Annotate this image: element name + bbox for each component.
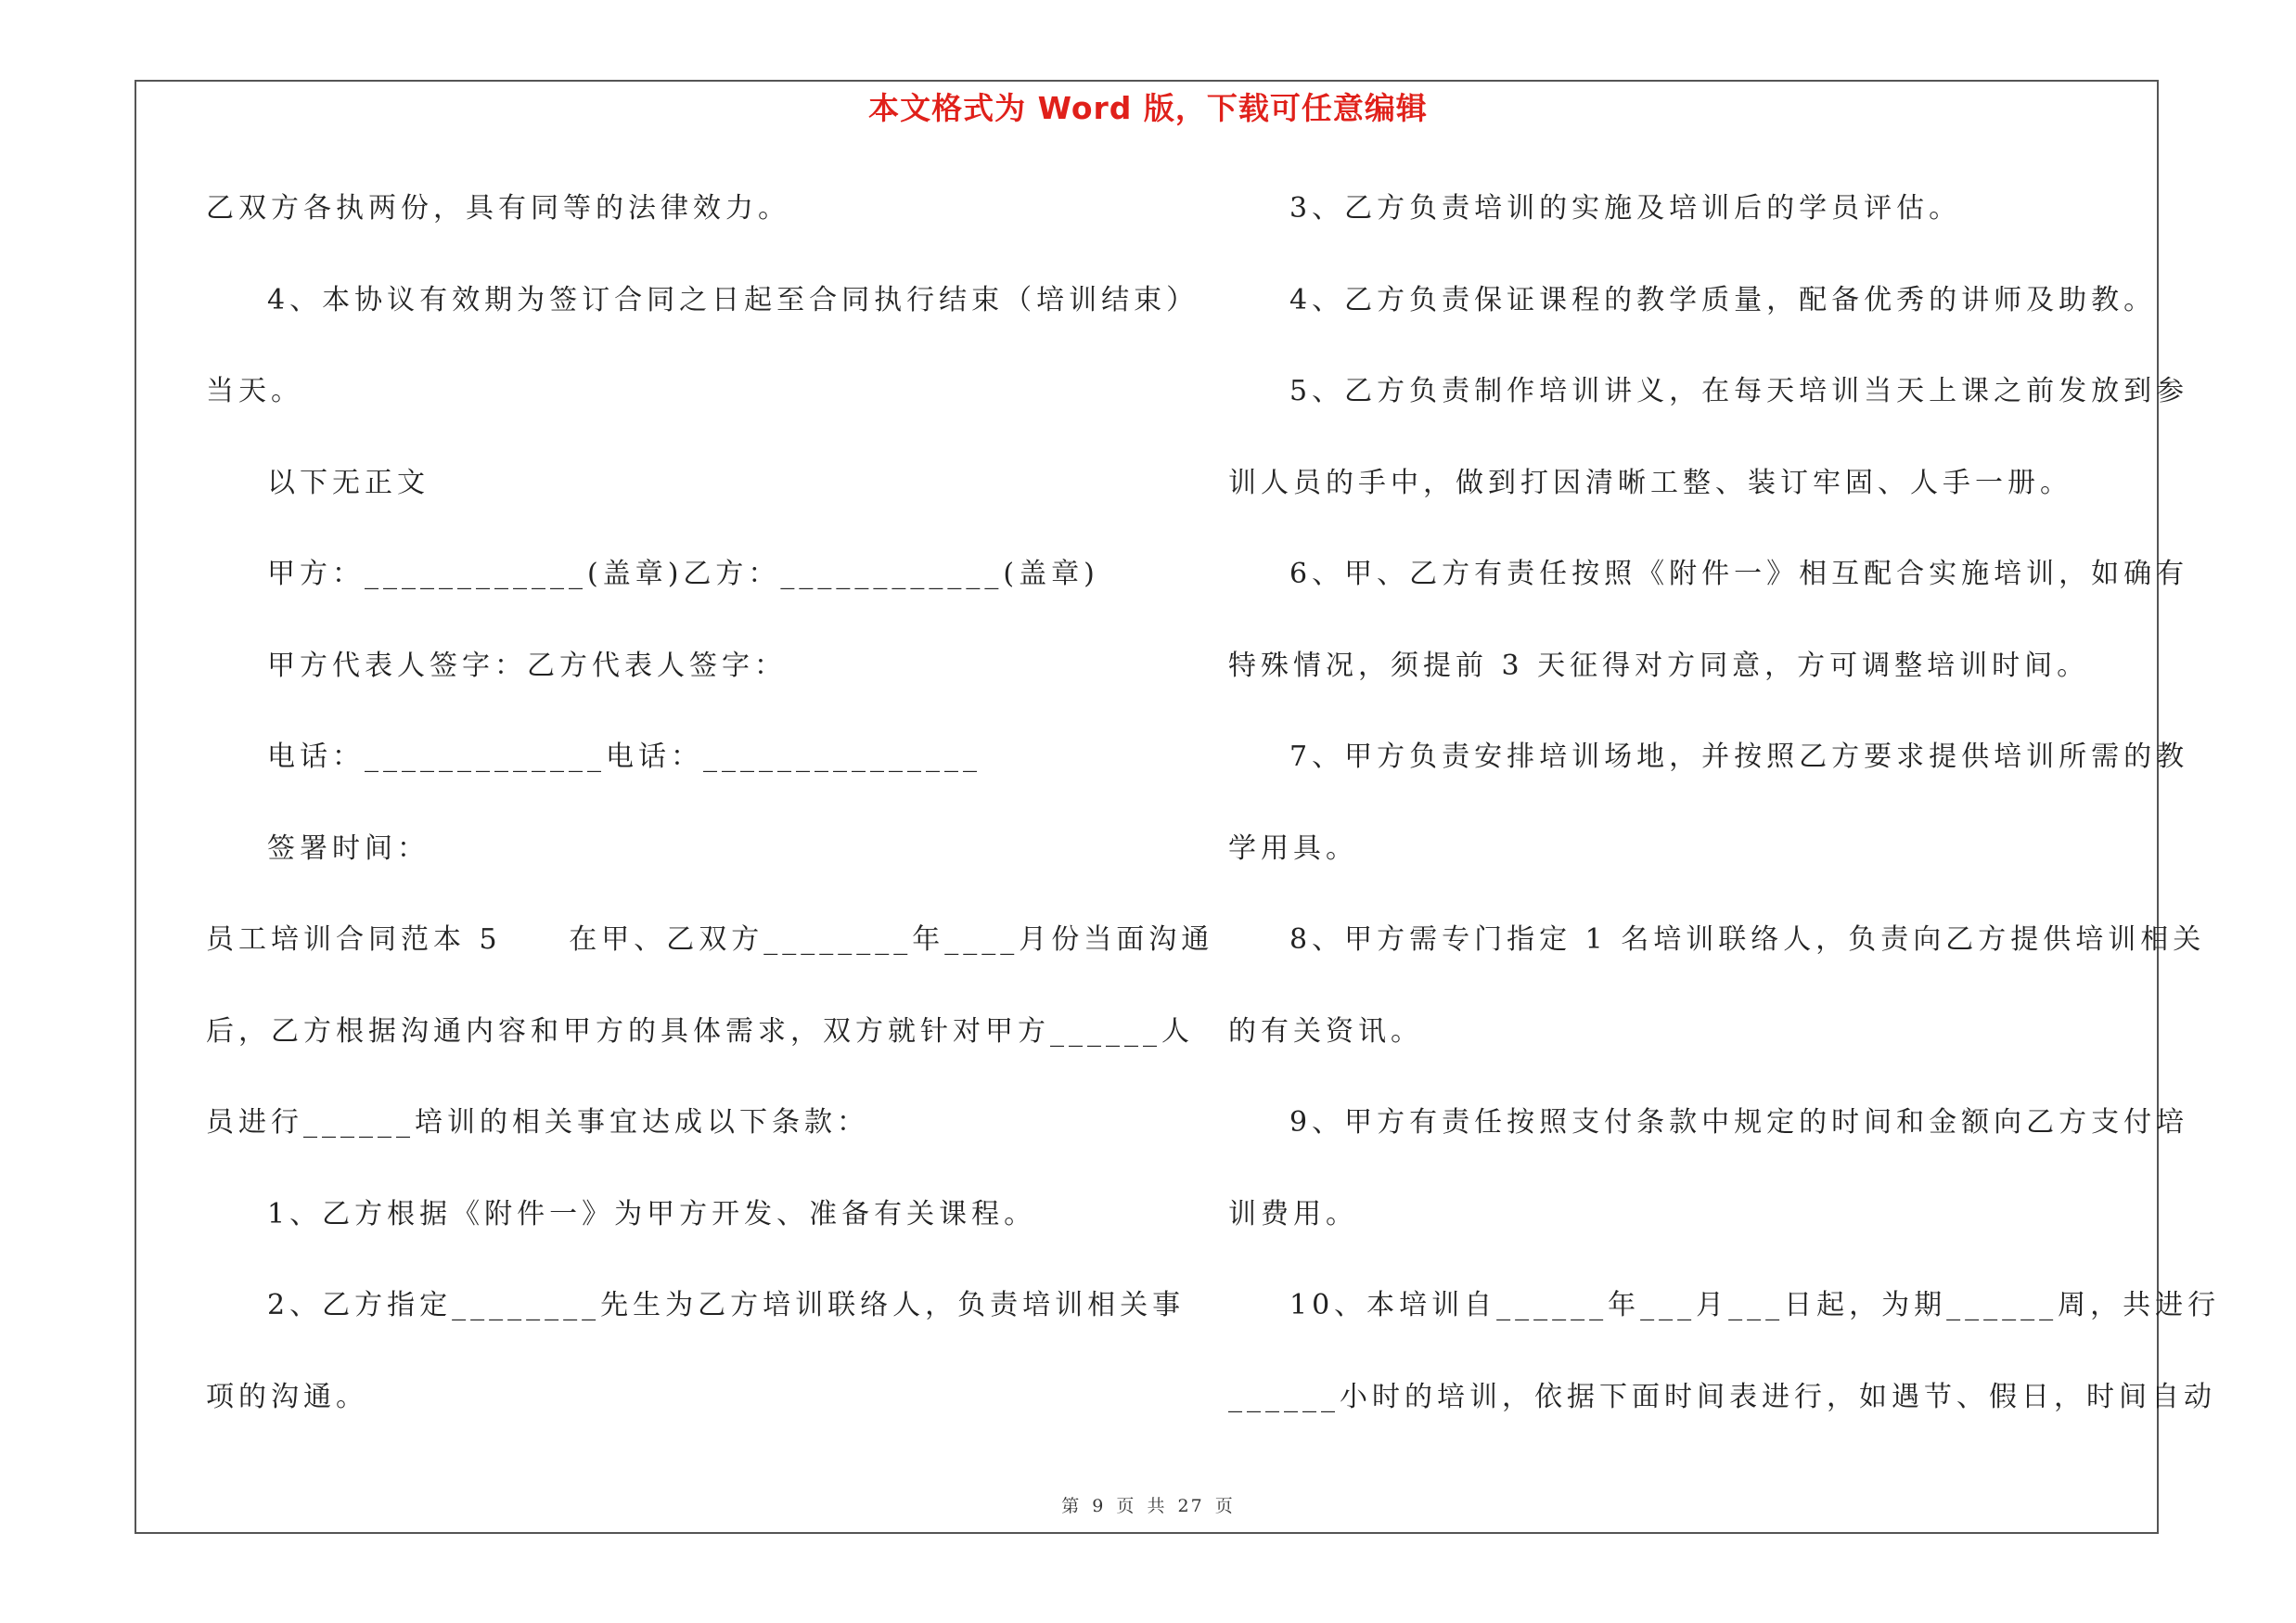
- text-line: 3、乙方负责培训的实施及培训后的学员评估。: [1289, 192, 1962, 225]
- right-text-column: [1228, 186, 2221, 1465]
- page-number: 第 9 页 共 27 页: [1061, 1496, 1235, 1516]
- text-line: 7、甲方负责安排培训场地，并按照乙方要求提供培训所需的教: [1289, 741, 2189, 773]
- text-line: 项的沟通。: [206, 1380, 368, 1413]
- text-line: 以下无正文: [267, 466, 430, 499]
- text-line: 甲方代表人签字：乙方代表人签字：: [267, 649, 787, 682]
- text-line: 4、本协议有效期为签订合同之日起至合同执行结束（培训结束）: [267, 283, 1199, 316]
- text-line: 训费用。: [1228, 1197, 1358, 1230]
- text-line: 6、甲、乙方有责任按照《附件一》相互配合实施培训，如确有: [1289, 558, 2189, 590]
- text-line: 训人员的手中，做到打因清晰工整、装订牢固、人手一册。: [1228, 466, 2072, 499]
- text-line: 签署时间：: [267, 831, 430, 865]
- text-line: 员进行______培训的相关事宜达成以下条款：: [206, 1106, 869, 1139]
- text-line: 电话：_____________电话：_______________: [267, 741, 981, 773]
- text-line: 学用具。: [1228, 831, 1358, 865]
- text-line: 10、本培训自______年___月___日起，为期______周，共进行: [1289, 1289, 2221, 1321]
- text-line: 特殊情况，须提前 3 天征得对方同意，方可调整培训时间。: [1228, 649, 2090, 682]
- text-line: 8、甲方需专门指定 1 名培训联络人，负责向乙方提供培训相关: [1289, 923, 2206, 956]
- text-line: 当天。: [206, 375, 303, 407]
- document-banner-title: 本文格式为 Word 版，下载可任意编辑: [868, 90, 1428, 126]
- text-line: 4、乙方负责保证课程的教学质量，配备优秀的讲师及助教。: [1289, 283, 2157, 316]
- text-line: 甲方：____________(盖章)乙方：____________(盖章): [267, 558, 1099, 590]
- text-line: 2、乙方指定________先生为乙方培训联络人，负责培训相关事: [267, 1289, 1186, 1321]
- left-text-column: [206, 186, 1214, 1465]
- text-line: 员工培训合同范本 5 在甲、乙双方________年____月份当面沟通: [206, 923, 1214, 956]
- text-line: 5、乙方负责制作培训讲义，在每天培训当天上课之前发放到参: [1289, 375, 2189, 407]
- text-line: 后，乙方根据沟通内容和甲方的具体需求，双方就针对甲方______人: [206, 1014, 1194, 1048]
- text-line: ______小时的培训，依据下面时间表进行，如遇节、假日，时间自动: [1228, 1380, 2216, 1413]
- text-line: 1、乙方根据《附件一》为甲方开发、准备有关课程。: [267, 1197, 1037, 1230]
- text-line: 9、甲方有责任按照支付条款中规定的时间和金额向乙方支付培: [1289, 1106, 2189, 1139]
- text-line: 的有关资讯。: [1228, 1014, 1423, 1048]
- text-line: 乙双方各执两份，具有同等的法律效力。: [206, 192, 790, 225]
